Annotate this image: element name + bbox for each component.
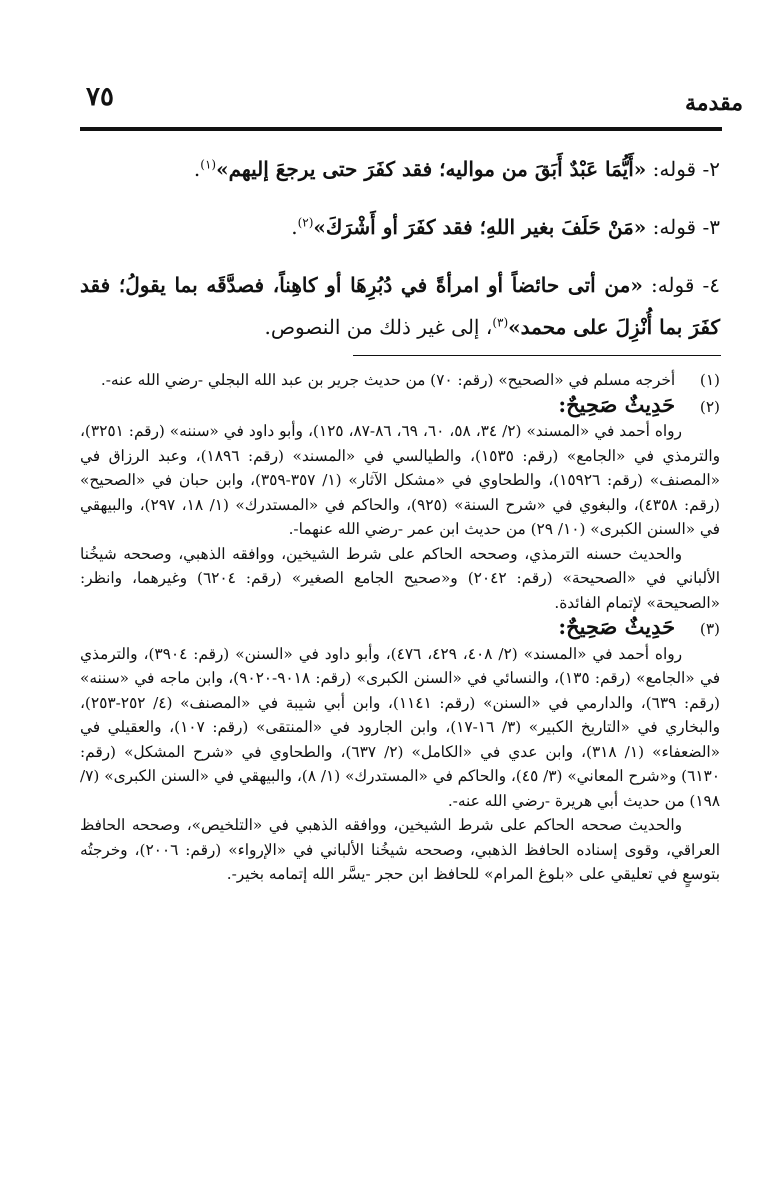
- main-text: [80, 148, 720, 364]
- item-tail: .: [291, 215, 298, 239]
- header-rule: [80, 127, 722, 131]
- item-number: ٣-: [702, 215, 720, 239]
- footnote-1: [80, 368, 720, 393]
- page-number: ٧٥: [86, 82, 114, 112]
- footnote-3-grading: والحديث صححه الحاكم على شرط الشيخين، ووافقه الذهبي في «التلخيص»، وصححه الحافظ العراقي، وقوى إسناده الحافظ الذهبي، وصححه شيخُنا الألباني في «الإرواء» (رقم: ٢٠٠٦)، وخرجتُه بتوسعٍ في تعليقي على «بلوغ المرام» للحافظ ابن حجر -يسَّر الله إتمامه بخير-.: [80, 816, 721, 883]
- footnotes: [80, 368, 720, 887]
- hadith-verdict: حَدِيثٌ صَحِيحٌ:: [558, 614, 676, 639]
- item-intro: قوله:: [652, 215, 697, 239]
- item-intro: قوله:: [650, 273, 695, 297]
- item-number: ٤-: [702, 273, 721, 297]
- footnote-2-heading: [80, 393, 720, 420]
- footnote-marker: (١): [699, 371, 720, 389]
- hadith-quote: «من أتى حائضاً أو امرأةً في دُبُرِهَا أو كاهِناً، فصدَّقَه بما يقولُ؛ فقد كفَرَ بما أُنْزِلَ على محمد»: [80, 273, 720, 339]
- footnote-2-grading: والحديث حسنه الترمذي، وصححه الحاكم على شرط الشيخين، ووافقه الذهبي، وصححه شيخُنا الألباني في «الصحيحة» (رقم: ٢٠٤٢) و«صحيح الجامع الصغير» (رقم: ٦٢٠٤) وغيرهما، وانظر: «الصحيحة» لإتمام الفائدة.: [80, 544, 720, 612]
- footnote-3-heading: [80, 615, 720, 642]
- item-tail: ، إلى غير ذلك من النصوص.: [264, 315, 493, 339]
- hadith-verdict: حَدِيثٌ صَحِيحٌ:: [558, 391, 676, 417]
- main-item-4: [80, 264, 720, 348]
- hadith-quote: «مَنْ حَلَفَ بغير اللهِ؛ فقد كفَرَ أو أَشْرَكَ»: [313, 215, 647, 239]
- item-tail: .: [193, 157, 201, 181]
- footnote-marker: (٢): [699, 397, 720, 416]
- item-number: ٢-: [702, 157, 720, 181]
- main-item-3: [80, 206, 720, 248]
- item-intro: قوله:: [652, 157, 697, 181]
- footnote-marker: (٣): [699, 620, 720, 638]
- footnote-3-sources: رواه أحمد في «المسند» (٢/ ٤٠٨، ٤٢٩، ٤٧٦)، وأبو داود في «السنن» (رقم: ٣٩٠٤)، والترمذي في «الجامع» (رقم: ١٣٥)، والنسائي في «السنن الكبرى» (رقم: ٩٠١٨-٩٠٢٠)، وابن ماجه في «سننه» (رقم: ٦٣٩)، والدارمي في «السنن» (رقم: ١١٤١)، وابن أبي شيبة في «المصنف» (٤/ ٢٥٢-٢٥٣)، والبخاري في «التاريخ الكبير» (٣/ ١٦-١٧)، وابن الجارود في «المنتقى» (رقم: ١٠٧)، والعقيلي في «الضعفاء» (١/ ٣١٨)، وابن عدي في «الكامل» (٢/ ٦٣٧)، والطحاوي في «شرح المشكل» (رقم: ٦١٣٠) و«شرح المعاني» (٣/ ٤٥)، والحاكم في «المستدرك» (١/ ٨)، والبيهقي في «السنن الكبرى» (٧/ ١٩٨) من حديث أبي هريرة -رضي الله عنه-.: [80, 644, 721, 810]
- footnote-separator: [353, 355, 721, 356]
- footnote-text: أخرجه مسلم في «الصحيح» (رقم: ٧٠) من حديث جرير بن عبد الله البجلي -رضي الله عنه-.: [100, 371, 676, 389]
- footnote-ref[interactable]: (٢): [297, 215, 314, 230]
- footnote-2-sources: رواه أحمد في «المسند» (٢/ ٣٤، ٥٨، ٦٠، ٦٩، ٨٦-٨٧، ١٢٥)، وأبو داود في «سننه» (رقم: ٣٢٥١)، والترمذي في «الجامع» (رقم: ١٥٣٥)، والطيالسي في «المسند» (رقم: ١٨٩٦)، وعبد الرزاق في «المصنف» (رقم: ١٥٩٢٦)، والطحاوي في «مشكل الآثار» (١/ ٣٥٧-٣٥٩)، وابن حبان في «الصحيح» (رقم: ٤٣٥٨)، والبغوي في «شرح السنة» (٩٢٥)، والحاكم في «المستدرك» (١/ ١٨، ٢٩٧)، والبيهقي في «السنن الكبرى» (١٠/ ٢٩) من حديث ابن عمر -رضي الله عنهما-.: [80, 422, 720, 538]
- hadith-quote: «أَيُّمَا عَبْدٌ أَبَقَ من مواليه؛ فقد كفَرَ حتى يرجعَ إليهم»: [216, 157, 647, 181]
- footnote-ref[interactable]: (١): [200, 157, 217, 172]
- footnote-ref[interactable]: (٣): [492, 315, 509, 330]
- section-title: مقدمة: [684, 90, 743, 116]
- main-item-2: [80, 148, 720, 190]
